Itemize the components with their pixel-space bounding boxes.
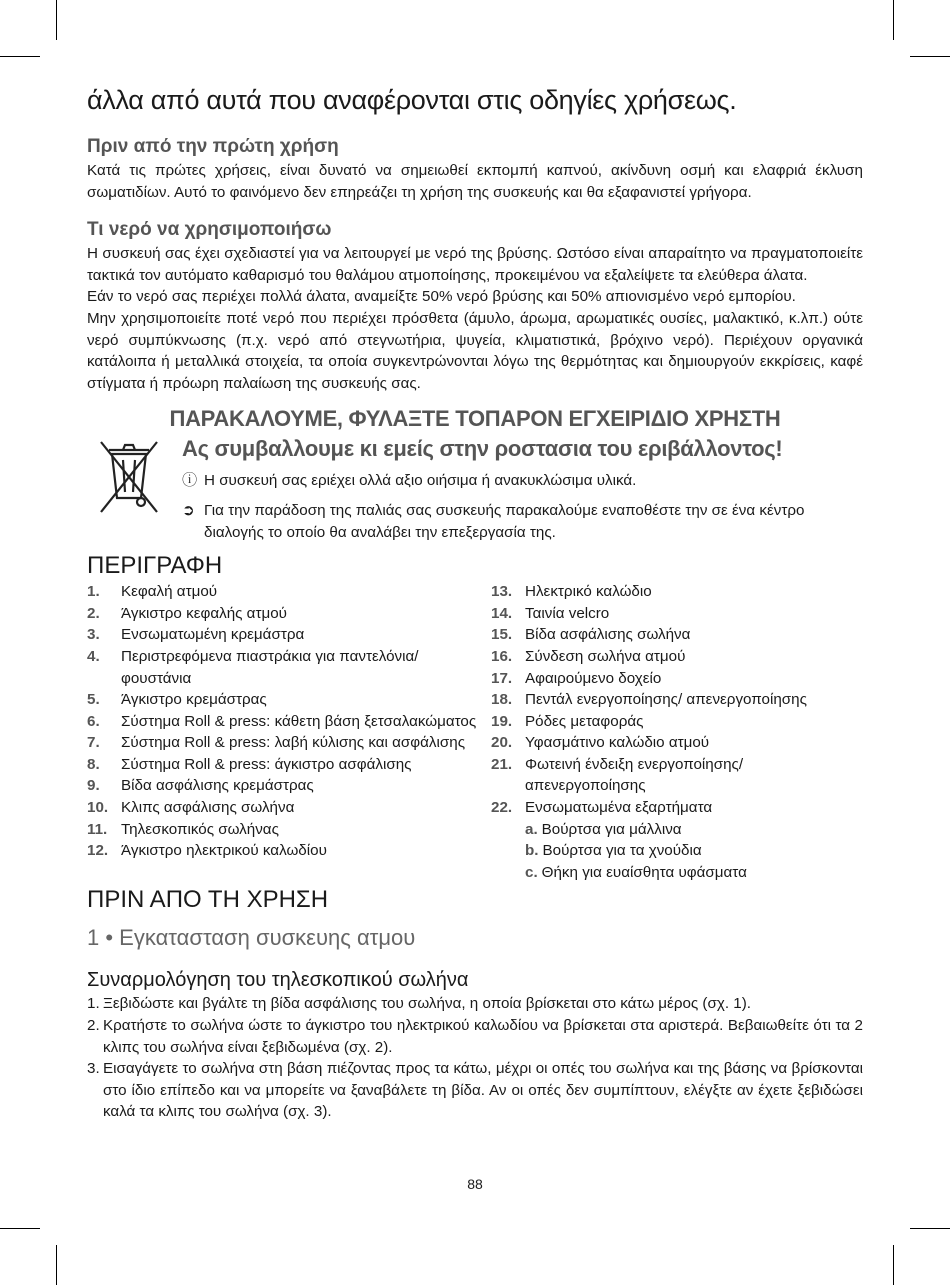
list-item-text: Ρόδες μεταφοράς bbox=[525, 712, 644, 730]
list-item bbox=[491, 689, 863, 711]
list-item bbox=[87, 646, 491, 689]
crop-mark bbox=[893, 0, 894, 40]
list-item bbox=[87, 689, 491, 711]
list-item-text: Ταινία velcro bbox=[525, 604, 610, 622]
step-number: 2. bbox=[87, 1017, 100, 1035]
list-item-number: 18. bbox=[491, 691, 513, 709]
first-use-heading: Πριν από την πρώτη χρήση bbox=[87, 136, 339, 157]
description-heading: ΠΕΡΙΓΡΑΦΗ bbox=[87, 552, 223, 580]
environment-block bbox=[87, 434, 863, 543]
list-item-number: 17. bbox=[491, 669, 513, 687]
info-icon: ⓘ bbox=[182, 472, 198, 490]
parts-list-left bbox=[87, 581, 491, 883]
list-item-number: 3. bbox=[87, 626, 100, 644]
list-item bbox=[491, 581, 863, 603]
list-item-number: 7. bbox=[87, 734, 100, 752]
list-item bbox=[491, 797, 863, 819]
intro-line: άλλα από αυτά που αναφέρονται στις οδηγίες χρήσεως. bbox=[87, 85, 737, 115]
list-item-number: 8. bbox=[87, 755, 100, 773]
list-item-number: 15. bbox=[491, 626, 513, 644]
list-item-text: Σύστημα Roll & press: κάθετη βάση ξετσαλακώματος bbox=[121, 712, 477, 730]
crop-mark bbox=[0, 1228, 40, 1229]
crop-mark bbox=[56, 1245, 57, 1285]
environment-arrow-text: Για την παράδοση της παλιάς σας συσκευής παρακαλούμε εναποθέστε την σε ένα κέντρο διαλογής το οποίο θα αναλάβει την επεξεργασία της. bbox=[204, 501, 805, 541]
step-text: Ξεβιδώστε και βγάλτε τη βίδα ασφάλισης του σωλήνα, η οποία βρίσκεται στο κάτω μέρος (σχ. 1). bbox=[103, 995, 752, 1013]
list-item-number: 22. bbox=[491, 799, 513, 817]
list-item bbox=[87, 732, 491, 754]
list-item-text: Αφαιρούμενο δοχείο bbox=[525, 669, 662, 687]
list-item bbox=[525, 862, 863, 884]
environment-info bbox=[182, 470, 863, 492]
list-item-number: b. bbox=[525, 842, 539, 860]
list-item-number: c. bbox=[525, 863, 538, 881]
list-item bbox=[525, 840, 863, 862]
list-item-text: Ενσωματωμένα εξαρτήματα bbox=[525, 799, 713, 817]
list-item-number: 2. bbox=[87, 604, 100, 622]
list-item-text: Βούρτσα για τα χνούδια bbox=[542, 842, 702, 860]
assembly-step bbox=[87, 1015, 863, 1058]
list-item-text: Βούρτσα για μάλλινα bbox=[541, 820, 682, 838]
list-item-text: Υφασμάτινο καλώδιο ατμού bbox=[525, 734, 710, 752]
assembly-heading: Συναρμολόγηση του τηλεσκοπικού σωλήνα bbox=[87, 969, 469, 992]
list-item-text: Βίδα ασφάλισης κρεμάστρας bbox=[121, 777, 314, 795]
accessories-sublist bbox=[491, 819, 863, 884]
page-content bbox=[87, 80, 863, 1123]
parts-list-right-wrap bbox=[491, 581, 863, 883]
list-item-number: 1. bbox=[87, 583, 100, 601]
water-paragraph-2: Εάν το νερό σας περιέχει πολλά άλατα, αναμείξτε 50% νερό βρύσης και 50% απιονισμένο νερό εμπορίου. bbox=[87, 288, 796, 306]
environment-arrow bbox=[182, 500, 863, 543]
list-item bbox=[491, 603, 863, 625]
crossed-bin-icon bbox=[95, 436, 163, 516]
list-item-text: Ενσωματωμένη κρεμάστρα bbox=[121, 626, 305, 644]
keep-manual-notice: ΠΑΡΑΚΑΛΟΥΜΕ, ΦΥΛΑΞΤΕ ΤΟΠΑΡΟΝ ΕΓΧΕΙΡΙΔΙΟ ΧΡΗΣΤΗ bbox=[169, 406, 781, 432]
list-item-number: 11. bbox=[87, 820, 108, 838]
list-item bbox=[87, 840, 491, 862]
list-item-number: 4. bbox=[87, 647, 100, 665]
list-item bbox=[491, 754, 863, 797]
list-item-number: 12. bbox=[87, 842, 109, 860]
list-item bbox=[87, 624, 491, 646]
list-item bbox=[491, 624, 863, 646]
parts-list bbox=[87, 581, 863, 883]
crop-mark bbox=[910, 56, 950, 57]
environment-title: Ας συμβαλλουμε κι εμείς στην ροστασια του εριβάλλοντος! bbox=[182, 436, 783, 462]
list-item-text: Θήκη για ευαίσθητα υφάσματα bbox=[541, 863, 747, 881]
list-item-number: 13. bbox=[491, 583, 513, 601]
list-item-text: Περιστρεφόμενα πιαστράκια για παντελόνια/ φουστάνια bbox=[121, 647, 419, 687]
list-item bbox=[525, 819, 863, 841]
step-text: Εισαγάγετε το σωλήνα στη βάση πιέζοντας προς τα κάτω, μέχρι οι οπές του σωλήνα και της βάσης να βρίσκονται στο ίδιο επίπεδο και να μπορείτε να ξαναβάλετε τη βίδα. Αν οι οπές δεν συμπίπτουν, ελέγξτε αν έχετε ξεβιδώσει καλά τα κλιπς του σωλήνα (σχ. 3). bbox=[103, 1060, 863, 1121]
list-item-number: 19. bbox=[491, 712, 513, 730]
list-item-number: 5. bbox=[87, 691, 100, 709]
parts-list-right bbox=[491, 581, 863, 819]
list-item bbox=[87, 754, 491, 776]
list-item bbox=[87, 797, 491, 819]
list-item-number: 20. bbox=[491, 734, 513, 752]
list-item-text: Φωτεινή ένδειξη ενεργοποίησης/ απενεργοποίησης bbox=[525, 755, 744, 795]
arrow-icon: ➲ bbox=[182, 501, 195, 519]
list-item-text: Κεφαλή ατμού bbox=[121, 583, 218, 601]
list-item-number: 16. bbox=[491, 647, 513, 665]
step-number: 3. bbox=[87, 1060, 100, 1078]
list-item-text: Βίδα ασφάλισης σωλήνα bbox=[525, 626, 691, 644]
crop-mark bbox=[0, 56, 40, 57]
assembly-step bbox=[87, 993, 863, 1015]
list-item-text: Πεντάλ ενεργοποίησης/ απενεργοποίησης bbox=[525, 691, 807, 709]
assembly-step bbox=[87, 1058, 863, 1123]
list-item-text: Σύστημα Roll & press: λαβή κύλισης και ασφάλισης bbox=[121, 734, 466, 752]
list-item bbox=[87, 775, 491, 797]
list-item-text: Ηλεκτρικό καλώδιο bbox=[525, 583, 652, 601]
crop-mark bbox=[910, 1228, 950, 1229]
list-item bbox=[87, 819, 491, 841]
assembly-steps bbox=[87, 993, 863, 1123]
list-item-number: 6. bbox=[87, 712, 100, 730]
environment-info-text: Η συσκευή σας εριέχει ολλά αξιο οιήσιμα ή ανακυκλώσιμα υλικά. bbox=[204, 472, 637, 490]
installation-subheading: 1 • Εγκατασταση συσκευης ατμου bbox=[87, 925, 416, 951]
list-item-text: Άγκιστρο κρεμάστρας bbox=[121, 691, 267, 709]
water-paragraph-1: Η συσκευή σας έχει σχεδιαστεί για να λειτουργεί με νερό της βρύσης. Ωστόσο είναι απαραίτητο να πραγματοποιείτε τακτικά τον αυτόματο καθαρισμό του θαλάμου ατμοποίησης, προκειμένου να εξαλείψετε τα ελεύθερα άλατα. bbox=[87, 245, 863, 284]
water-heading: Τι νερό να χρησιμοποιήσω bbox=[87, 219, 332, 241]
list-item bbox=[491, 732, 863, 754]
list-item-number: a. bbox=[525, 820, 538, 838]
list-item bbox=[491, 646, 863, 668]
list-item-number: 10. bbox=[87, 799, 109, 817]
first-use-text: Κατά τις πρώτες χρήσεις, είναι δυνατό να σημειωθεί εκπομπή καπνού, ακίνδυνη οσμή και ελαφριά έκλυση σωματιδίων. Αυτό το φαινόμενο δεν επηρεάζει τη χρήση της συσκευής και θα εξαφανιστεί γρήγορα. bbox=[87, 162, 863, 201]
list-item-text: Άγκιστρο ηλεκτρικού καλωδίου bbox=[121, 842, 327, 860]
list-item-text: Άγκιστρο κεφαλής ατμού bbox=[121, 604, 287, 622]
step-text: Κρατήστε το σωλήνα ώστε το άγκιστρο του ηλεκτρικού καλωδίου να βρίσκεται στα αριστερά. Βεβαιωθείτε ότι τα 2 κλιπς του σωλήνα είναι ξεβιδωμένα (σχ. 2). bbox=[103, 1017, 863, 1056]
list-item bbox=[87, 581, 491, 603]
list-item bbox=[87, 603, 491, 625]
before-use-heading: ΠΡΙΝ ΑΠΟ ΤΗ ΧΡΗΣΗ bbox=[87, 886, 329, 914]
list-item-text: Σύστημα Roll & press: άγκιστρο ασφάλισης bbox=[121, 755, 412, 773]
list-item-text: Τηλεσκοπικός σωλήνας bbox=[121, 820, 279, 838]
list-item bbox=[87, 711, 491, 733]
crop-mark bbox=[893, 1245, 894, 1285]
list-item-number: 21. bbox=[491, 755, 513, 773]
crop-mark bbox=[56, 0, 57, 40]
list-item-number: 9. bbox=[87, 777, 100, 795]
list-item-text: Σύνδεση σωλήνα ατμού bbox=[525, 647, 686, 665]
list-item bbox=[491, 711, 863, 733]
step-number: 1. bbox=[87, 995, 100, 1013]
water-paragraph-3: Μην χρησιμοποιείτε ποτέ νερό που περιέχει πρόσθετα (άμυλο, άρωμα, αρωματικές ουσίες, μαλακτικό, κ.λπ.) ούτε νερό συμπύκνωσης (π.χ. νερό από στεγνωτήρια, ψυγεία, κλιματιστικά, βρόχινο νερό). Περιέχουν οργανικά κατάλοιπα ή μεταλλικά στοιχεία, τα οποία συγκεντρώνονται λόγω της θερμότητας και δημιουργούν εκκρίσεις, καφέ στίγματα ή πρόωρη παλαίωση της συσκευής σας. bbox=[87, 309, 863, 392]
list-item-number: 14. bbox=[491, 604, 513, 622]
list-item-text: Κλιπς ασφάλισης σωλήνα bbox=[121, 799, 295, 817]
list-item bbox=[491, 668, 863, 690]
page-number: 88 bbox=[467, 1176, 483, 1192]
